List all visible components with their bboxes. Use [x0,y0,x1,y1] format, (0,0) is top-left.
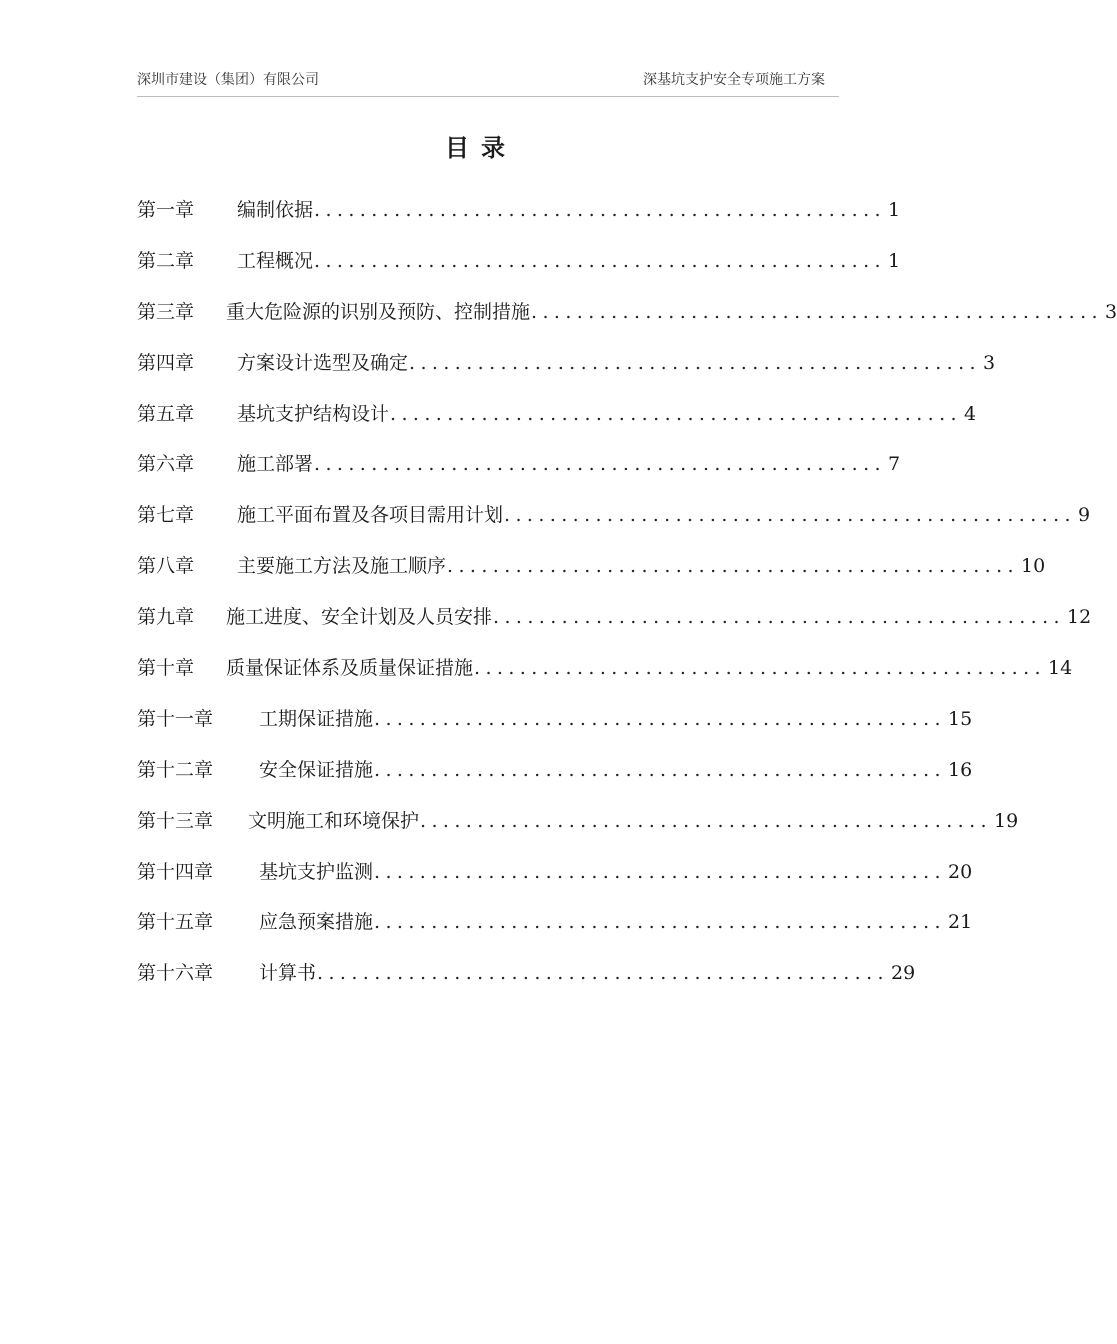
toc-dot-leader: .................................................. [531,300,1103,323]
toc-entry[interactable] [137,195,901,246]
toc-dot-leader: .................................................. [447,555,1019,578]
toc-topic: 基坑支护结构设计 [237,402,390,425]
toc-dot-leader: .................................................. [390,402,962,425]
toc-topic: 施工平面布置及各项目需用计划 [237,504,504,527]
toc-dot-leader: .................................................. [409,351,981,374]
toc-dot-leader: .................................................. [317,962,889,985]
toc-entry[interactable] [137,857,973,908]
toc-chapter-label: 第七章 [137,504,195,527]
toc-dot-leader: .................................................. [504,504,1076,527]
toc-entry[interactable] [137,704,973,755]
toc-topic: 应急预案措施 [259,911,374,934]
toc-title: 目录 [445,134,517,162]
toc-chapter-label: 第五章 [137,402,195,425]
toc-topic: 施工进度、安全计划及人员安排 [226,606,493,629]
toc-dot-leader: .................................................. [374,758,946,781]
toc-chapter-label: 第十四章 [137,860,214,883]
toc-entry[interactable] [137,653,1073,704]
toc-dot-leader: .................................................. [474,657,1046,680]
toc-topic: 安全保证措施 [259,758,374,781]
toc-chapter-label: 第一章 [137,199,195,221]
toc-chapter-label: 第十二章 [137,758,214,781]
toc-page-number: 14 [1048,657,1073,680]
toc-topic: 工期保证措施 [259,707,374,730]
toc-chapter-label: 第八章 [137,555,195,578]
toc-entry[interactable] [137,297,1117,348]
toc-entry[interactable] [137,246,901,297]
toc-chapter-label: 第十一章 [137,707,214,730]
toc-entry[interactable] [137,449,901,500]
toc-page-number: 10 [1021,555,1046,578]
toc-topic: 主要施工方法及施工顺序 [237,555,447,578]
toc-entry[interactable] [137,958,916,1009]
toc-dot-leader: .................................................. [374,860,946,883]
toc-page-number: 15 [948,707,973,730]
toc-entry[interactable] [137,348,996,399]
toc-topic: 施工部署 [237,453,314,476]
toc-page-number: 7 [888,453,901,476]
toc-chapter-label: 第十六章 [137,962,214,985]
toc-dot-leader: .................................................. [314,199,886,221]
toc-entry[interactable] [137,806,1019,857]
toc-dot-leader: .................................................. [420,809,992,832]
toc-chapter-label: 第十三章 [137,809,214,832]
toc-chapter-label: 第三章 [137,300,195,323]
header-company-name: 深圳市建设（集团）有限公司 [137,72,319,88]
toc-topic: 编制依据 [237,199,314,221]
toc-page-number: 3 [1105,300,1117,323]
toc-page-number: 29 [891,962,916,985]
toc-chapter-label: 第十五章 [137,911,214,934]
toc-topic: 基坑支护监测 [259,860,374,883]
toc-page-number: 4 [964,402,977,425]
toc-topic: 工程概况 [237,249,314,272]
toc-dot-leader: .................................................. [374,707,946,730]
toc-chapter-label: 第九章 [137,606,195,629]
toc-chapter-label: 第十章 [137,657,195,680]
header-document-title: 深基坑支护安全专项施工方案 [643,72,825,88]
toc-chapter-label: 第二章 [137,249,195,272]
page-header [137,64,839,97]
toc-dot-leader: .................................................. [314,249,886,272]
toc-dot-leader: .................................................. [374,911,946,934]
toc-page-number: 12 [1067,606,1092,629]
toc-dot-leader: .................................................. [314,453,886,476]
toc-page-number: 1 [888,199,901,221]
toc-entry[interactable] [137,907,973,958]
toc-entry[interactable] [137,602,1092,653]
toc-page-number: 3 [983,351,996,374]
toc-page-number: 21 [948,911,973,934]
toc-entry[interactable] [137,755,973,806]
toc-topic: 质量保证体系及质量保证措施 [226,657,474,680]
toc-page-number: 1 [888,249,901,272]
toc-list [137,195,1117,1009]
toc-topic: 方案设计选型及确定 [237,351,409,374]
toc-topic: 计算书 [259,962,317,985]
toc-entry[interactable] [137,500,1091,551]
toc-topic: 重大危险源的识别及预防、控制措施 [226,300,531,323]
toc-page-number: 16 [948,758,973,781]
toc-chapter-label: 第六章 [137,453,195,476]
toc-chapter-label: 第四章 [137,351,195,374]
toc-page-number: 20 [948,860,973,883]
toc-page-number: 19 [994,809,1019,832]
toc-entry[interactable] [137,399,977,450]
toc-entry[interactable] [137,551,1046,602]
toc-page-number: 9 [1078,504,1091,527]
toc-dot-leader: .................................................. [493,606,1065,629]
toc-topic: 文明施工和环境保护 [248,809,420,832]
